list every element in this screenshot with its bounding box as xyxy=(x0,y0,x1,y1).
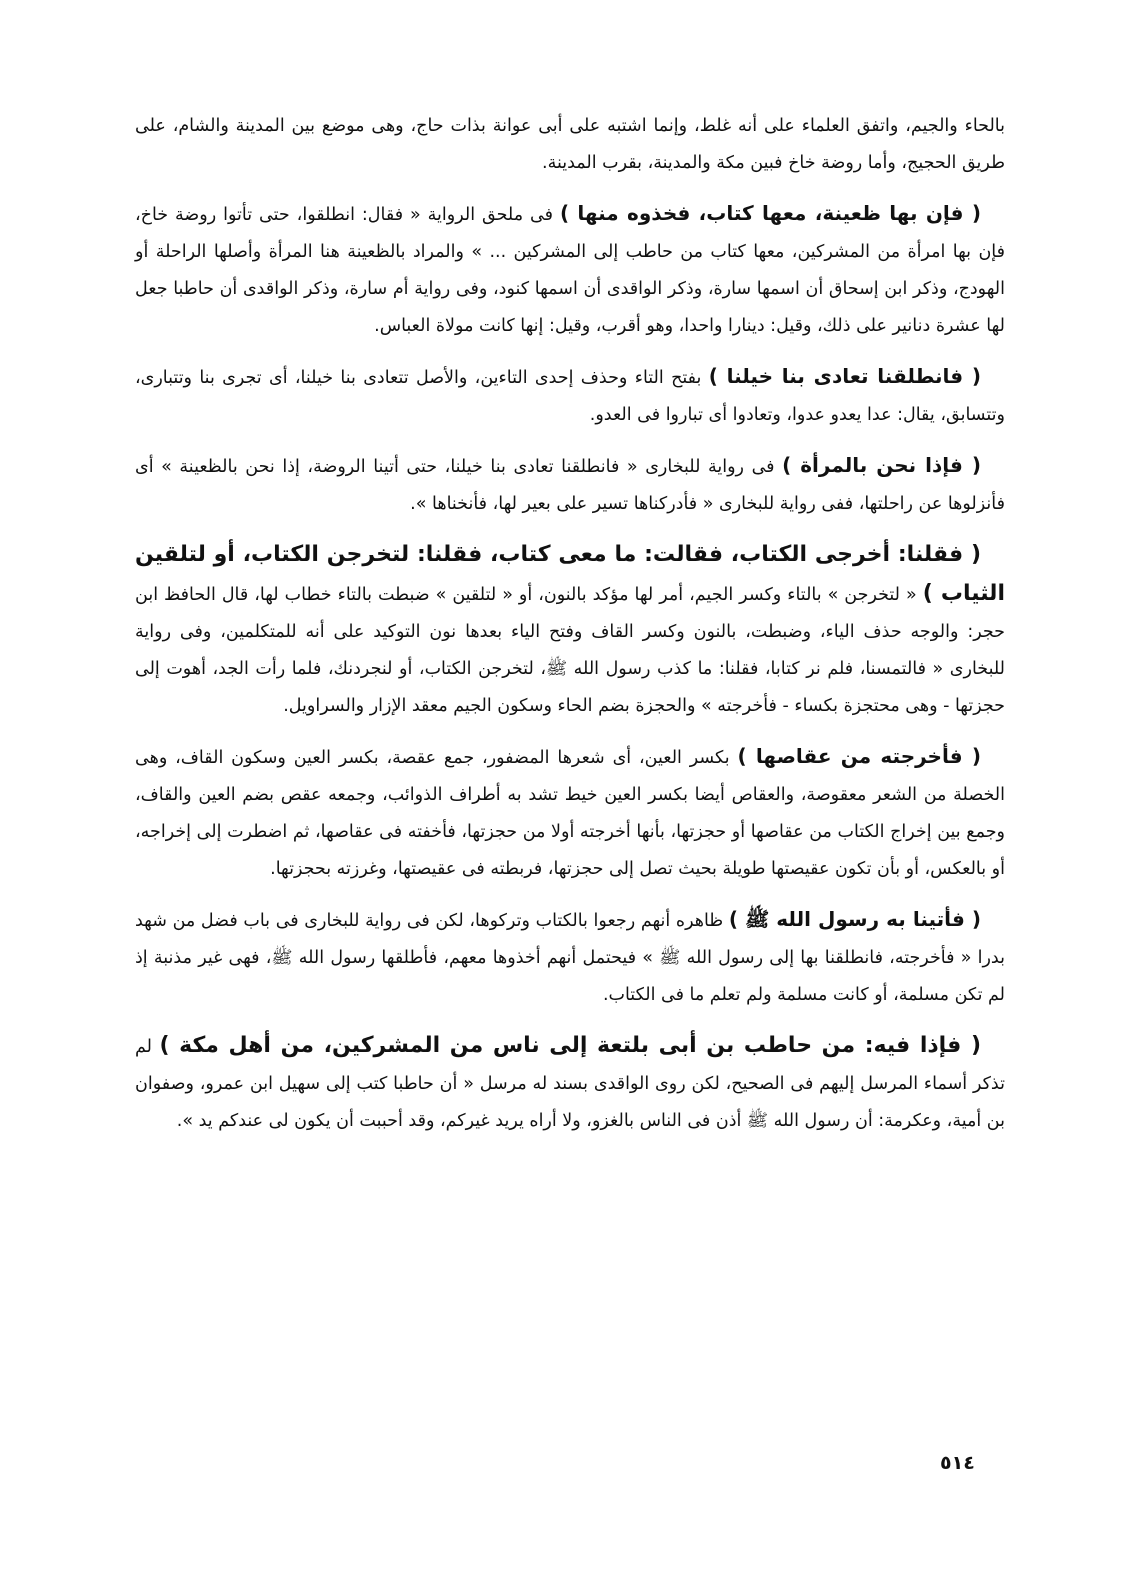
paragraph-body: بفتح التاء وحذف إحدى التاءين، والأصل تتعادى بنا خيلنا، أى تجرى بنا وتتبارى، وتتسابق، يقال: عدا يعدو عدوا، وتعادوا أى تباروا فى العدو. xyxy=(135,368,1005,425)
paragraph-body: ظاهره أنهم رجعوا بالكتاب وتركوها، لكن فى رواية للبخارى فى باب فضل من شهد بدرا « فأخرجته، فانطلقنا بها إلى رسول الله ﷺ » فيحتمل أنهم أخذوها معهم، فأطلقها رسول الله ﷺ، فهى غير مذنبة إذ لم تكن مسلمة، أو كانت مسلمة ولم تعلم ما فى الكتاب. xyxy=(135,911,1005,1005)
paragraph-body: فى ملحق الرواية « فقال: انطلقوا، حتى تأتوا روضة خاخ، فإن بها امرأة من المشركين، معها كتاب من حاطب إلى المشركين ... » والمراد بالظعينة هنا المرأة وأصلها الراحلة أو الهودج، وذكر ابن إسحاق أن اسمها سارة، وذكر الواقدى أن اسمها كنود، وفى رواية أم سارة، وذكر الواقدى أن حاطبا جعل لها عشرة دنانير على ذلك، وقيل: دينارا واحدا، وهو أقرب، وقيل: إنها كانت مولاة العباس. xyxy=(135,205,1005,336)
paragraph-heading: ( فانطلقنا تعادى بنا خيلنا ) xyxy=(708,364,981,388)
paragraph-heading: ( فأتينا به رسول الله ﷺ ) xyxy=(728,907,981,931)
paragraph-heading: ( فإذا نحن بالمرأة ) xyxy=(782,453,981,477)
paragraph-7 xyxy=(135,901,1005,1014)
paragraph-body: بالحاء والجيم، واتفق العلماء على أنه غلط، وإنما اشتبه على أبى عوانة بذات حاج، وهى موضع بين المدينة والشام، على طريق الحجيج، وأما روضة خاخ فبين مكة والمدينة، بقرب المدينة. xyxy=(135,116,1005,173)
paragraph-heading: ( فإذا فيه: من حاطب بن أبى بلتعة إلى ناس من المشركين، من أهل مكة ) xyxy=(159,1033,981,1058)
paragraph-1 xyxy=(135,108,1005,182)
document-page xyxy=(135,108,1005,1153)
paragraph-heading: ( فإن بها ظعينة، معها كتاب، فخذوه منها ) xyxy=(559,201,982,225)
paragraph-2 xyxy=(135,195,1005,345)
paragraph-heading: ( فأخرجته من عقاصها ) xyxy=(737,744,981,768)
paragraph-3 xyxy=(135,358,1005,434)
paragraph-body: « لتخرجن » بالتاء وكسر الجيم، أمر لها مؤكد بالنون، أو « لتلقين » ضبطت بالتاء خطاب لها، قال الحافظ ابن حجر: والوجه حذف الياء، وضبطت، بالنون وكسر القاف وفتح الياء بعدها نون التوكيد على أنه للمتكلمين، وفى رواية للبخارى « فالتمسنا، فلم نر كتابا، فقلنا: ما كذب رسول الله ﷺ، لتخرجن الكتاب، أو لنجردنك، فلما رأت الجد، أهوت إلى حجزتها - وهى محتجزة بكساء - فأخرجته » والحجزة بضم الحاء وسكون الجيم معقد الإزار والسراويل. xyxy=(135,585,1005,716)
paragraph-body: بكسر العين، أى شعرها المضفور، جمع عقصة، بكسر العين وسكون القاف، وهى الخصلة من الشعر معقوصة، والعقاص أيضا بكسر العين خيط تشد به أطراف الذوائب، وجمعه عقص بضم العين والقاف، وجمع بين إخراج الكتاب من عقاصها أو حجزتها، بأنها أخرجته أولا من حجزتها، فأخفته فى عقاصها، ثم اضطرت إلى إخراجه، أو بالعكس، أو بأن تكون عقيصتها طويلة بحيث تصل إلى حجزتها، فربطته فى عقيصتها، وغرزته بحجزتها. xyxy=(135,748,1005,879)
paragraph-body: لم تذكر أسماء المرسل إليهم فى الصحيح، لكن روى الواقدى بسند له مرسل « أن حاطبا كتب إلى سهيل ابن عمرو، وصفوان بن أمية، وعكرمة: أن رسول الله ﷺ أذن فى الناس بالغزو، ولا أراه يريد غيركم، وقد أحببت أن يكون لى عندكم يد ». xyxy=(135,1037,1005,1131)
page-number: ٥١٤ xyxy=(940,1452,975,1474)
paragraph-body: فى رواية للبخارى « فانطلقنا تعادى بنا خيلنا، حتى أتينا الروضة، إذا نحن بالظعينة » أى فأنزلوها عن راحلتها، ففى رواية للبخارى « فأدركناها تسير على بعير لها، فأنخناها ». xyxy=(135,457,1005,514)
paragraph-4 xyxy=(135,447,1005,523)
paragraph-heading: ( فقلنا: أخرجى الكتاب، فقالت: ما معى كتاب، فقلنا: لتخرجن الكتاب، أو لتلقين الثياب ) xyxy=(135,542,1005,606)
paragraph-8 xyxy=(135,1027,1005,1140)
paragraph-5 xyxy=(135,536,1005,725)
paragraph-6 xyxy=(135,738,1005,888)
